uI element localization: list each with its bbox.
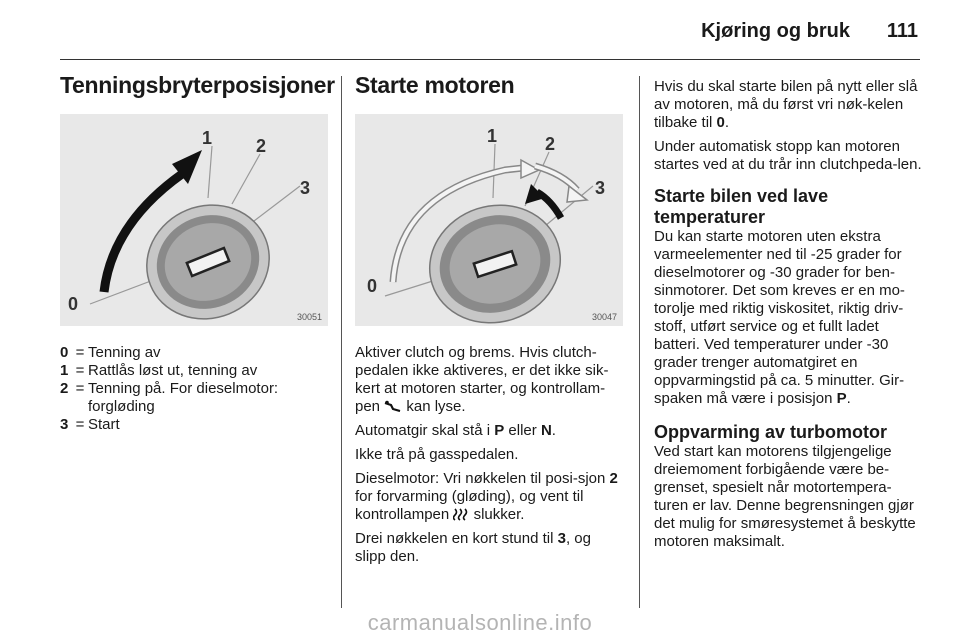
subtitle-low-temperature: Starte bilen ved lave temperaturer xyxy=(654,186,829,227)
figure-label-1: 1 xyxy=(202,127,213,148)
column-divider-2 xyxy=(639,76,640,608)
paragraph-auto-stop: Under automatisk stopp kan motoren startes ved at du trår inn clutchpeda-len. xyxy=(654,138,922,173)
glow-plug-icon xyxy=(453,508,469,521)
paragraph-gear: Automatgir skal stå i P eller N. xyxy=(355,421,556,439)
section-title-start: Starte motoren xyxy=(355,72,515,98)
paragraph-restart: Hvis du skal starte bilen på nytt eller slå av motoren, må du først vri nøk-kelen tilbake til 0. xyxy=(654,78,918,131)
figure-label-2: 2 xyxy=(256,135,267,156)
paragraph-turbo-warmup: Ved start kan motorens tilgjengelige dreiemoment forbigående være be-grenset, spesielt når motortempera-turen er lav. Denne begrensningen gjør det mulig for smøresystemet å beskytte motoren maksimalt. xyxy=(654,443,916,550)
subtitle-turbo-warmup: Oppvarming av turbomotor xyxy=(654,422,888,442)
start-engine-illustration xyxy=(355,114,623,326)
position-legend xyxy=(60,344,328,434)
figure-number: 30047 xyxy=(591,311,617,322)
legend-row: 1 = Rattlås løst ut, tenning av xyxy=(60,361,258,379)
figure-label-2: 2 xyxy=(545,133,556,154)
figure-label-0: 0 xyxy=(68,293,79,314)
column-divider-1 xyxy=(341,76,342,608)
watermark: carmanualsonline.info xyxy=(367,610,593,635)
column-starting-engine xyxy=(355,72,625,572)
paragraph-low-temperature: Du kan starte motoren uten ekstra varmeelementer ned til -25 grader for dieselmotorer og -30 grader for ben-sinmotorer. Det som kreves er en mo-torolje med riktig viskositet, riktig driv-stoff, utført service og et fullt ladet batteri. Ved temperaturer under -30 grader trenger automatgiret en oppvarmingstid på ca. 5 minutter. Gir-spaken må være i posisjon P. xyxy=(654,228,905,407)
figure-label-0: 0 xyxy=(367,275,378,296)
paragraph-diesel: Dieselmotor: Vri nøkkelen til posi-sjon 2 for forvarming (gløding), og vent til kontrollampen slukker. xyxy=(355,469,618,523)
paragraph-turn-key: Drei nøkkelen en kort stund til 3, og slipp den. xyxy=(355,529,591,565)
page-header xyxy=(0,0,960,60)
ignition-switch-illustration xyxy=(60,114,328,326)
start-instructions xyxy=(355,344,625,566)
page-number: 111 xyxy=(886,20,918,42)
legend-row: 2 = Tenning på. For dieselmotor: forgløding xyxy=(60,379,279,415)
column-restart-and-cold xyxy=(654,78,924,551)
figure-label-1: 1 xyxy=(487,125,498,146)
figure-number: 30051 xyxy=(296,311,322,322)
section-title-ignition: Tenningsbryterposisjoner xyxy=(60,72,335,98)
figure-label-3: 3 xyxy=(595,177,606,198)
legend-row: 3 = Start xyxy=(60,415,120,433)
clutch-warning-icon xyxy=(384,400,402,412)
paragraph-gas: Ikke trå på gasspedalen. xyxy=(355,445,519,463)
ignition-switch-figure xyxy=(60,114,328,326)
column-ignition-positions xyxy=(60,72,335,434)
paragraph-clutch: Aktiver clutch og brems. Hvis clutch-pedalen ikke aktiveres, er det ikke sik-kert at motoren starter, og kontrollam-pen kan lyse. xyxy=(355,343,609,415)
legend-row: 0 = Tenning av xyxy=(60,343,161,361)
header-title: Kjøring og bruk xyxy=(701,20,850,42)
figure-label-3: 3 xyxy=(300,177,311,198)
start-engine-figure xyxy=(355,114,623,326)
header-divider xyxy=(60,59,920,60)
